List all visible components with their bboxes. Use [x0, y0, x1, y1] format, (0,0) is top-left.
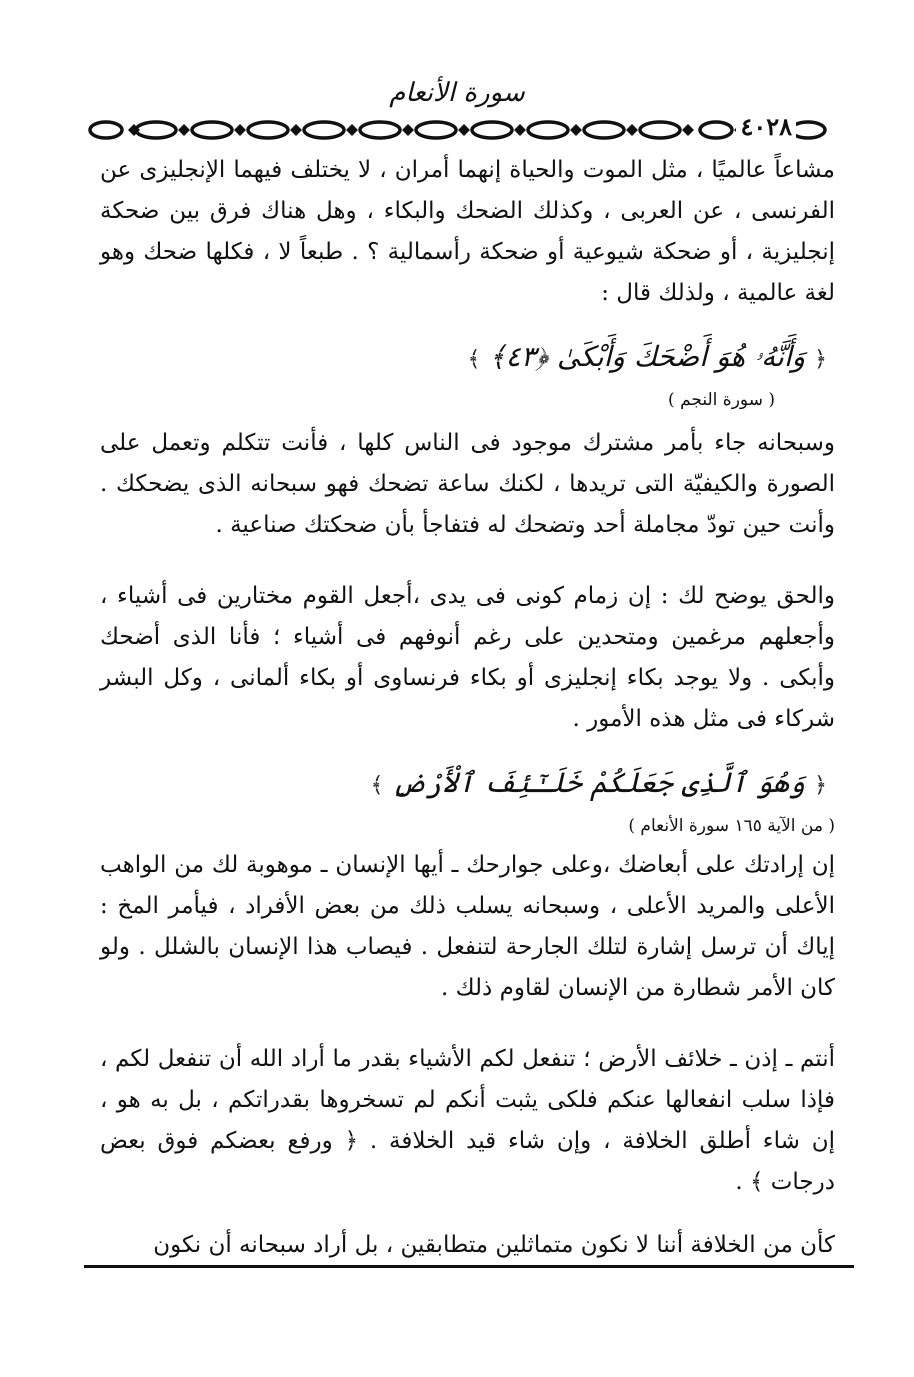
ornament-bracket-close: ﴾: [370, 773, 384, 798]
paragraph-3: والحق يوضح لك : إن زمام كونى فى يدى ،أجعل القوم مختارين فى أشياء ، وأجعلهم مرغمين ومتحدين على رغم أنوفهم فى أشياء ؛ فأنا الذى أضحك وأبكى . ولا يوجد بكاء إنجليزى أو بكاء فرنساوى أو بكاء ألمانى ، وكل البشر شركاء فى مثل هذه الأمور .: [100, 583, 835, 732]
spacer: [100, 1009, 835, 1039]
paragraph-5: أنتم ـ إذن ـ خلائف الأرض ؛ تنفعل لكم الأشياء بقدر ما أراد الله أن تنفعل لكم ، فإذا سلب انفعالها عنكم فلكى يثبت أنكم لم تسخروها بقدراتكم ، بل به هو ، إن شاء أطلق الخلافة ، وإن شاء قيد الخلافة . ﴿ ورفع بعضكم فوق بعض درجات ﴾ .: [100, 1046, 835, 1195]
verse-text: وَهُوَ ٱلَّذِى جَعَلَكُمْ خَلَـٰٓئِفَ ٱلْأَرْضِ: [392, 766, 806, 799]
paragraph-1: مشاعاً عالميًا ، مثل الموت والحياة إنهما أمران ، لا يختلف فيهما الإنجليزى عن الفرنسى ، عن العربى ، وكذلك الضحك والبكاء ، وهل هناك فرق بين ضحكة إنجليزية ، أو ضحكة شيوعية أو ضحكة رأسمالية ؟ . طبعاً لا ، فكلها ضحك وهو لغة عالمية ، ولذلك قال :: [100, 157, 835, 306]
verse-citation-1: ( سورة النجم ): [668, 390, 775, 410]
paragraph-4: إن إرادتك على أبعاضك ،وعلى جوارحك ـ أيها الإنسان ـ موهوبة لك من الواهب الأعلى والمريد الأعلى ، وسبحانه يسلب ذلك من بعض الأفراد ، فيأمر المخ : إياك أن ترسل إشارة لتلك الجارحة لتنفعل . فيصاب هذا الإنسان بالشلل . ولو كان الأمر شطارة من الإنسان لقاوم ذلك .: [100, 852, 835, 1001]
paragraph-6: كأن من الخلافة أننا لا نكون متماثلين متطابقين ، بل أراد سبحانه أن نكون: [153, 1232, 835, 1258]
spacer: [100, 1203, 835, 1225]
quran-verse-2: [100, 760, 835, 809]
ornament-bracket-open: ﴿: [814, 347, 827, 372]
main-text: [100, 150, 835, 1266]
decorative-chain-border: [88, 113, 828, 147]
footer-rule: [84, 1265, 854, 1268]
ornament-bracket-open: ﴿: [814, 773, 827, 798]
verse-citation-2: ( من الآية ١٦٥ سورة الأنعام ): [628, 816, 835, 836]
surah-title: سورة الأنعام: [389, 78, 525, 108]
spacer: [100, 314, 835, 328]
ornament-bracket-close: ﴾: [467, 347, 481, 372]
verse-text: وَأَنَّهُۥ هُوَ أَضْحَكَ وَأَبْكَىٰ ﴿٤٣﴾: [489, 340, 806, 373]
quran-verse-1: [100, 334, 835, 383]
paragraph-2: وسبحانه جاء بأمر مشترك موجود فى الناس كلها ، فأنت تتكلم وتعمل على الصورة والكيفيّة التى تريدها ، لكنك ساعة تضحك فهو سبحانه الذى يضحكك . وأنت حين تودّ مجاملة أحد وتضحك له فتفاجأ بأن ضحكتك صناعية .: [100, 430, 835, 538]
page-number: ٤٠٢٨: [736, 112, 796, 141]
spacer: [100, 740, 835, 754]
spacer: [100, 546, 835, 576]
